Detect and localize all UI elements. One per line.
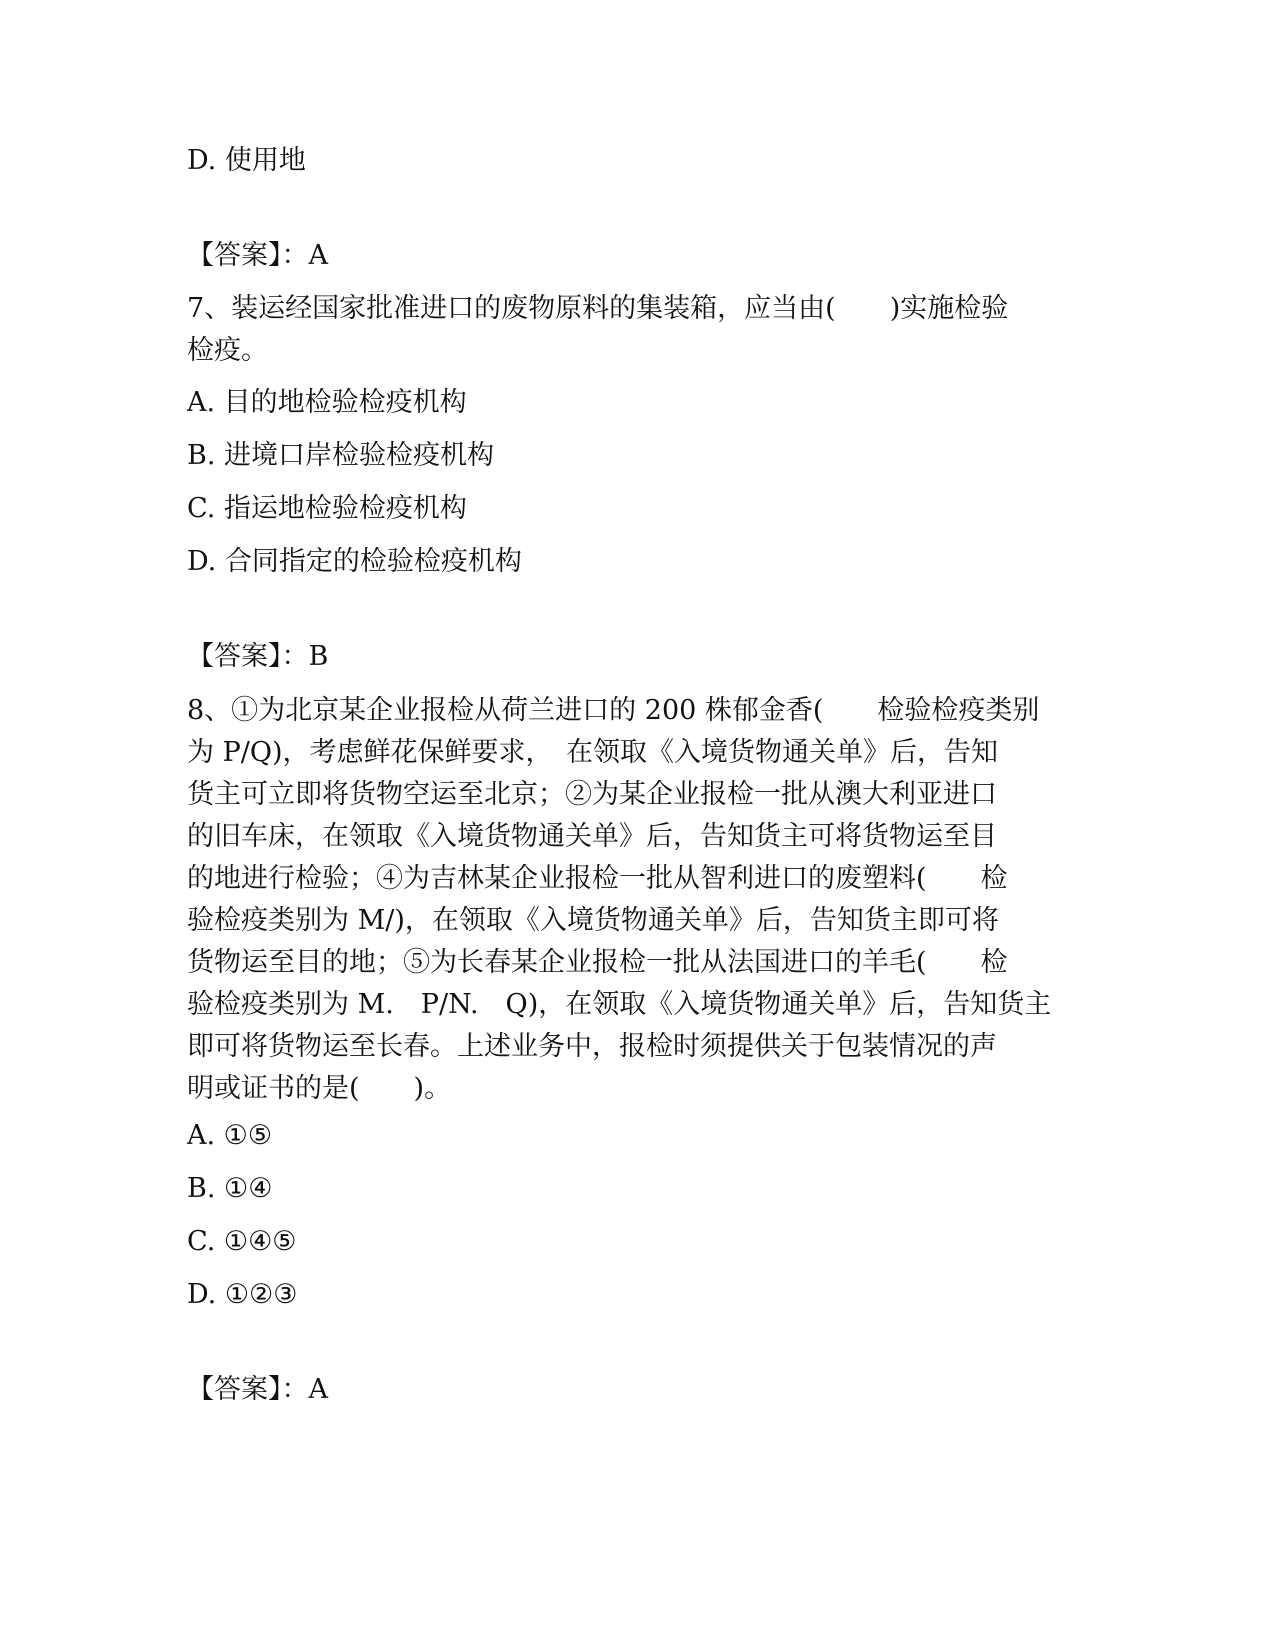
q7-option-d: D. 合同指定的检验检疫机构 (187, 546, 522, 577)
q8-stem-line: 即可将货物运至长春。上述业务中，报检时须提供关于包装情况的声 (187, 1031, 997, 1062)
q8-option-b: B. ①④ (187, 1173, 273, 1204)
q6-answer: 【答案】：A (187, 240, 328, 271)
q8-stem-line: 的地进行检验；④为吉林某企业报检一批从智利进口的废塑料( 检 (187, 863, 1008, 894)
q6-option-d: D. 使用地 (187, 145, 306, 176)
q7-option-c: C. 指运地检验检疫机构 (187, 493, 467, 524)
q8-stem (187, 690, 1087, 1110)
q8-option-a: A. ①⑤ (187, 1120, 273, 1151)
q7-option-b: B. 进境口岸检验检疫机构 (187, 440, 495, 471)
q8-stem-line: 明或证书的是( )。 (187, 1073, 452, 1104)
q8-stem-line: 货主可立即将货物空运至北京；②为某企业报检一批从澳大利亚进口 (187, 779, 997, 810)
q8-stem-line: 验检疫类别为 M. P/N. Q)，在领取《入境货物通关单》后，告知货主 (187, 989, 1052, 1020)
q8-option-c: C. ①④⑤ (187, 1226, 297, 1257)
q8-stem-line: 验检疫类别为 M/)，在领取《入境货物通关单》后，告知货主即可将 (187, 905, 999, 936)
q8-option-d: D. ①②③ (187, 1279, 298, 1310)
q8-answer: 【答案】：A (187, 1374, 328, 1405)
q7-option-a: A. 目的地检验检疫机构 (187, 387, 467, 418)
q8-stem-line: 货物运至目的地；⑤为长春某企业报检一批从法国进口的羊毛( 检 (187, 947, 1008, 978)
q7-stem-line: 检疫。 (187, 335, 268, 366)
q8-stem-line: 为 P/Q)，考虑鲜花保鲜要求， 在领取《入境货物通关单》后，告知 (187, 737, 999, 768)
q7-stem-line: 7、装运经国家批准进口的废物原料的集装箱，应当由( )实施检验 (187, 293, 1009, 324)
q7-stem (187, 288, 1087, 372)
q8-stem-line: 的旧车床，在领取《入境货物通关单》后，告知货主可将货物运至目 (187, 821, 997, 852)
q7-answer: 【答案】：B (187, 641, 329, 672)
q8-stem-line: 8、①为北京某企业报检从荷兰进口的 200 株郁金香( 检验检疫类别 (187, 695, 1040, 726)
